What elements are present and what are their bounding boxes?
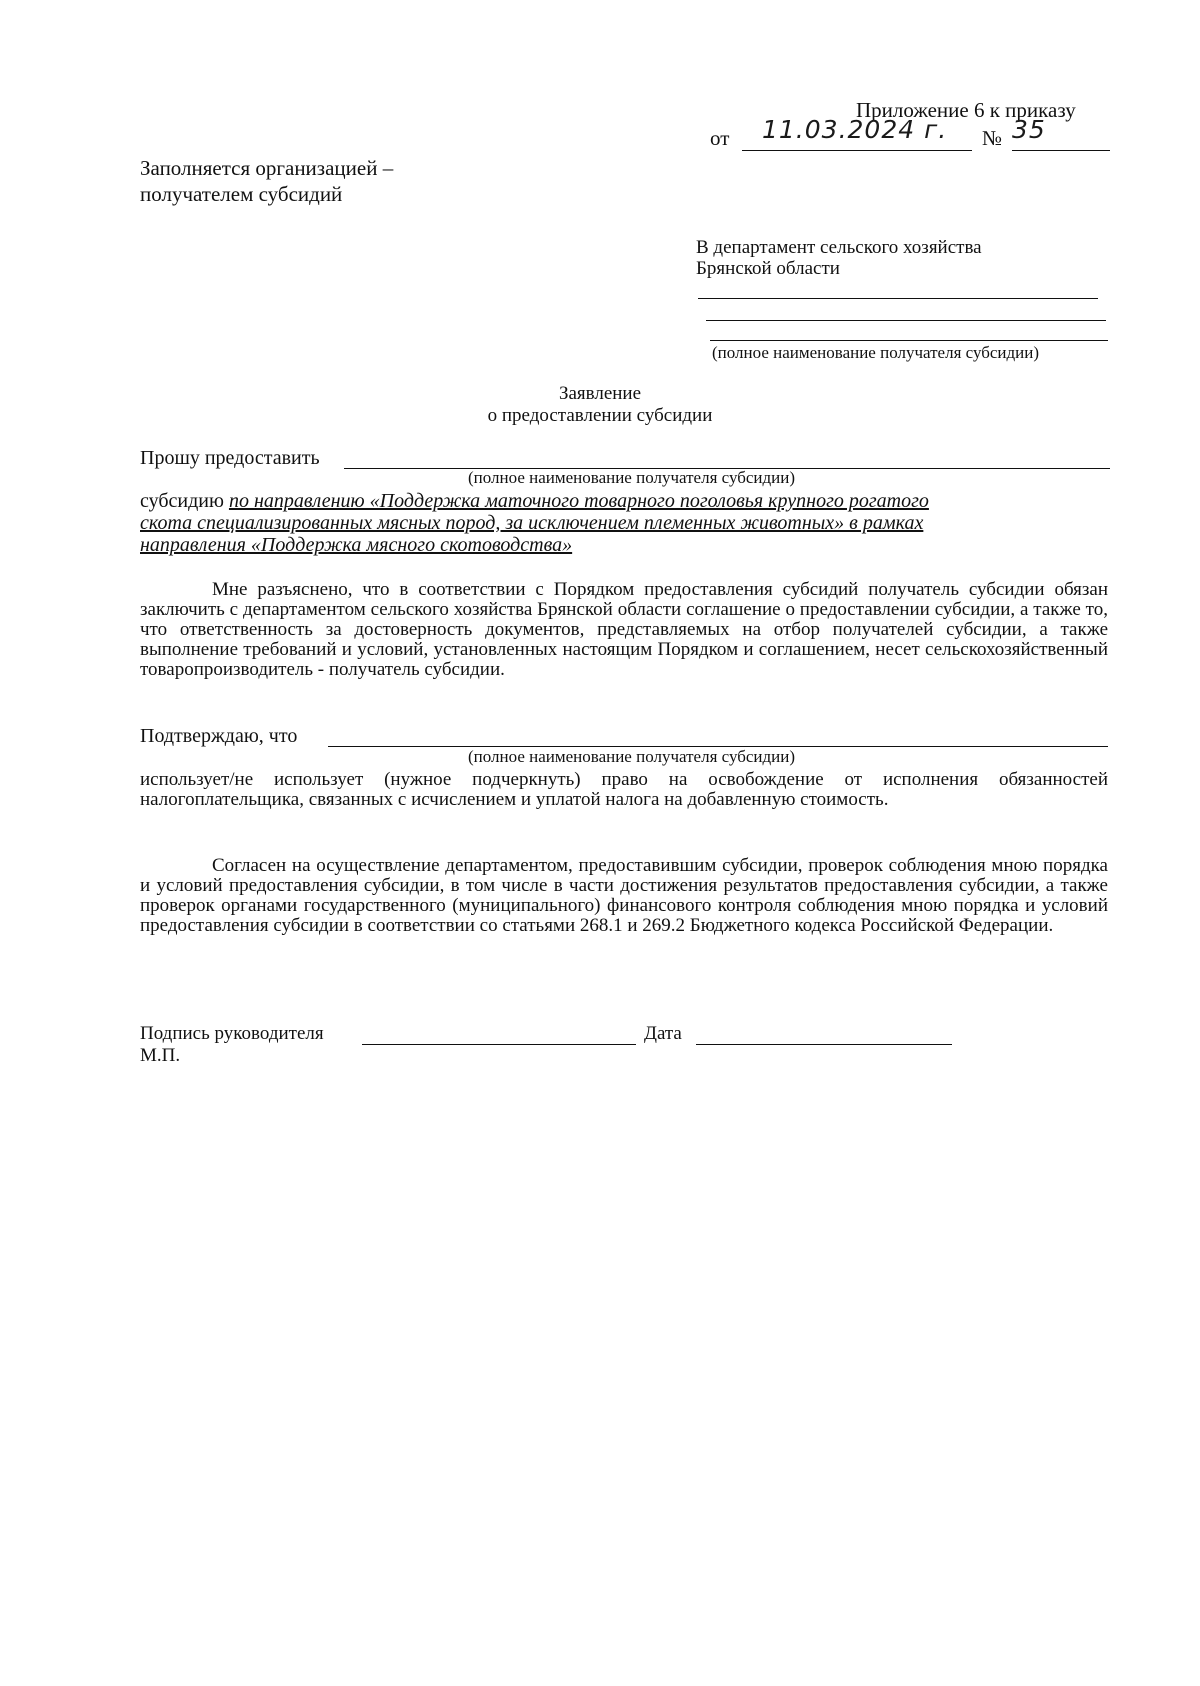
confirm-text: использует/не использует (нужное подчеркнуть) право на освобождение от исполнения обязанностей налогоплательщика, связанных с исчислением и уплатой налога на добавленную стоимость.: [140, 769, 1108, 810]
annex-label: Приложение 6 к приказу: [856, 98, 1076, 122]
request-label: Прошу предоставить: [140, 447, 320, 469]
direction-line1: по направлению «Поддержка маточного товарного поголовья крупного рогатого: [228, 490, 929, 512]
explanation-paragraph: Мне разъяснено, что в соответствии с Порядком предоставления субсидий получатель субсидии обязан заключить с департаментом сельского хозяйства Брянской области соглашение о предоставлении субсидии, а также то, что ответственность за достоверность документов, представляемых на отбор получателей субсидии, а также выполнение требований и условий, установленных настоящим Порядком и соглашением, несет сельскохозяйственный товаропроизводитель - получатель субсидии.: [140, 579, 1108, 680]
number-line: [1012, 150, 1110, 151]
direction-line2: скота специализированных мясных пород, за исключением племенных животных» в рамках: [140, 512, 924, 534]
date-prefix: от: [710, 126, 730, 150]
subsidy-word: субсидию: [140, 490, 224, 512]
consent-paragraph: Согласен на осуществление департаментом, предоставившим субсидии, проверок соблюдения мною порядка и условий предоставления субсидии, в том числе в части достижения результатов предоставления субсидии, а также проверок органами государственного (муниципального) финансового контроля соблюдения мною порядка и условий предоставления субсидии в соответствии со статьями 268.1 и 269.2 Бюджетного кодекса Российской Федерации.: [140, 855, 1108, 936]
signature-line: [362, 1044, 636, 1045]
stamp-label: М.П.: [140, 1045, 181, 1066]
confirm-caption: (полное наименование получателя субсидии): [468, 747, 796, 766]
date-label: Дата: [644, 1023, 682, 1044]
addressee-fill-line2: [706, 320, 1106, 321]
filled-by-line2: получателем субсидий: [140, 182, 343, 206]
number-prefix: №: [982, 126, 1003, 150]
handwritten-date: 11.03.2024 г.: [762, 115, 948, 144]
addressee-fill-line3: [710, 340, 1108, 341]
document-title: Заявление: [558, 383, 642, 404]
date-line: [742, 150, 972, 151]
request-text-line1: [140, 491, 929, 511]
confirm-label: Подтверждаю, что: [140, 725, 298, 747]
addressee-caption: (полное наименование получателя субсидии): [712, 343, 1040, 362]
document-subtitle: о предоставлении субсидии: [487, 405, 713, 426]
filled-by-line1: Заполняется организацией –: [140, 156, 394, 180]
request-caption: (полное наименование получателя субсидии): [468, 468, 796, 487]
handwritten-number: 35: [1012, 115, 1046, 144]
addressee-line1: В департамент сельского хозяйства: [696, 237, 982, 258]
addressee-fill-line1: [698, 298, 1098, 299]
direction-line3: направления «Поддержка мясного скотоводства»: [140, 534, 573, 556]
signature-label: Подпись руководителя: [140, 1023, 324, 1044]
addressee-line2: Брянской области: [696, 258, 840, 279]
signature-date-line: [696, 1044, 952, 1045]
